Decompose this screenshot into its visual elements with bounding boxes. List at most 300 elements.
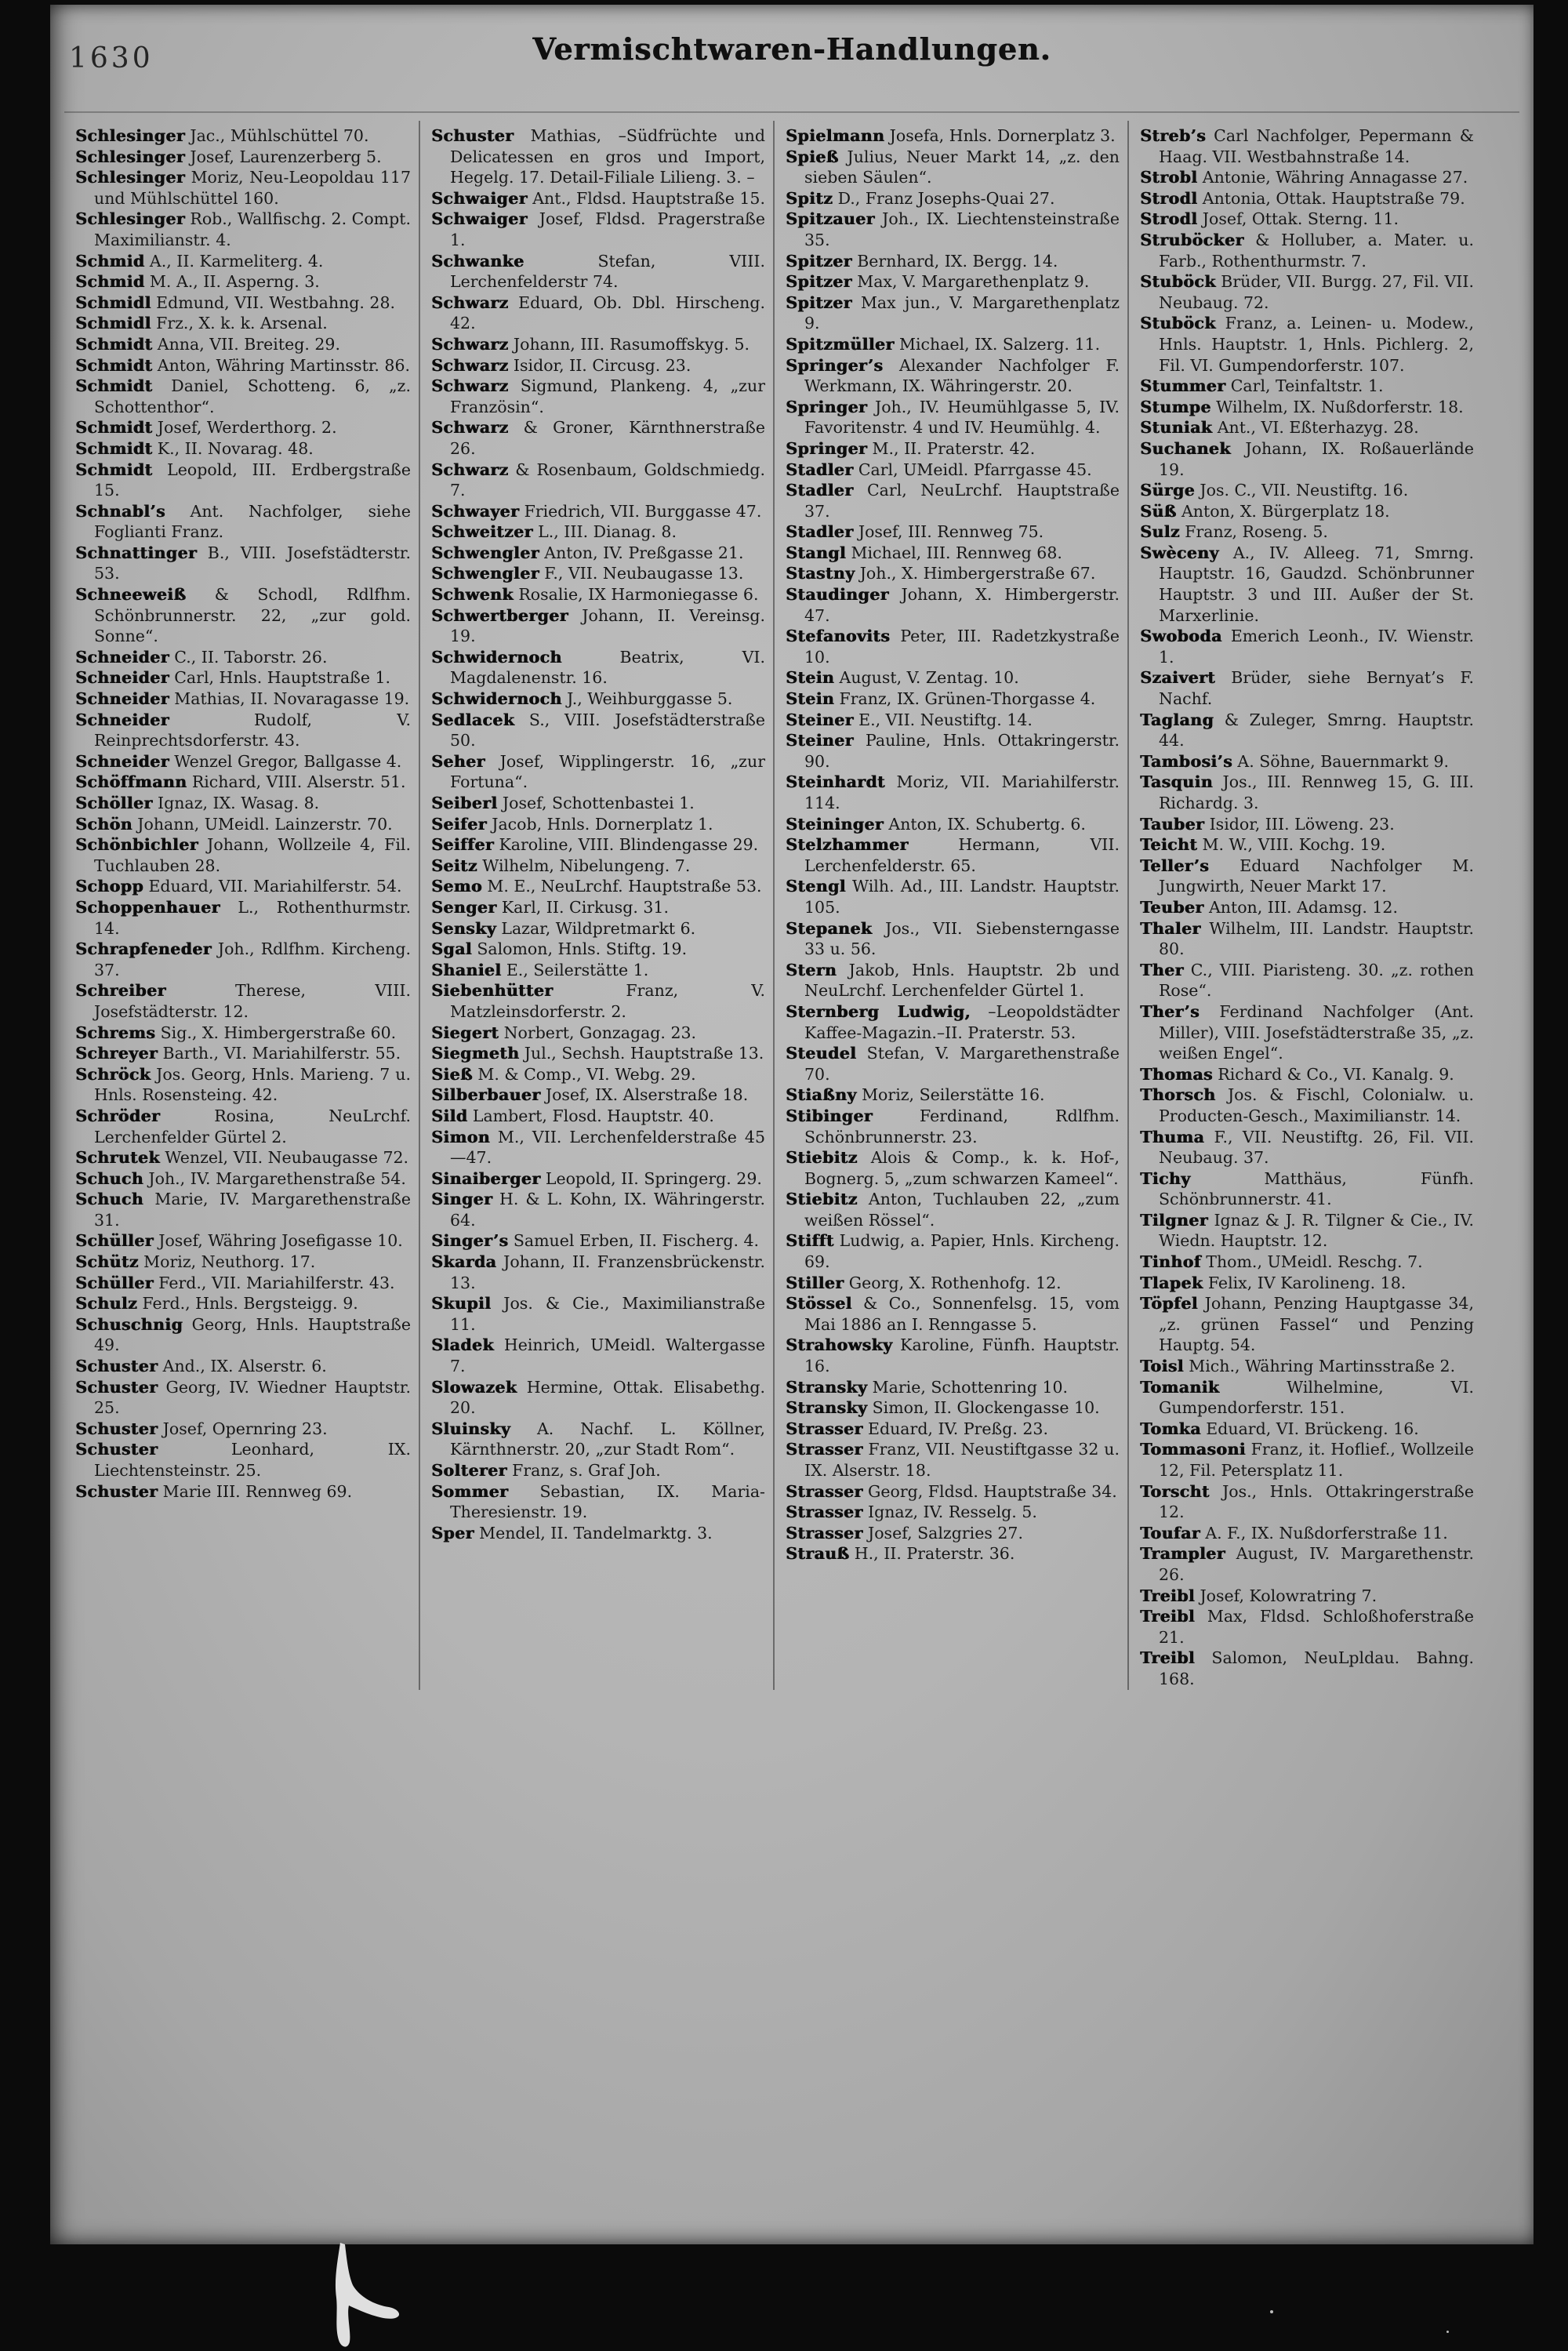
entry-surname: Schnabl’s (75, 501, 165, 521)
directory-entry: Schwarz & Rosenbaum, Goldschmiedg. 7. (431, 460, 765, 500)
entry-surname: Schwidernoch (431, 647, 562, 667)
entry-surname: Tilgner (1140, 1210, 1208, 1230)
directory-entry: Schröck Jos. Georg, Hnls. Marieng. 7 u. Hnls. Rosensteing. 42. (75, 1064, 411, 1105)
directory-entry: Stadler Josef, III. Rennweg 75. (786, 522, 1044, 542)
page-header (50, 5, 1534, 107)
directory-entry: Spitzmüller Michael, IX. Salzerg. 11. (786, 334, 1101, 354)
directory-entry: Trampler August, IV. Margarethenstr. 26. (1140, 1544, 1474, 1584)
entry-surname: Tlapek (1140, 1273, 1203, 1292)
directory-entry: Stiller Georg, X. Rothenhofg. 12. (786, 1273, 1062, 1292)
entry-surname: Spitzauer (786, 209, 875, 229)
directory-column-1 (64, 121, 419, 1690)
directory-entry: Schwarz Isidor, II. Circusg. 23. (431, 355, 691, 375)
directory-entry: Schreyer Barth., VI. Mariahilferstr. 55. (75, 1044, 401, 1063)
entry-surname: Semo (431, 877, 482, 896)
directory-entry: Strodl Josef, Ottak. Sterng. 11. (1140, 209, 1399, 229)
entry-surname: Ther’s (1140, 1001, 1200, 1021)
entry-surname: Tichy (1140, 1168, 1191, 1188)
directory-entry: Schwayer Friedrich, VII. Burggasse 47. (431, 501, 762, 521)
directory-entry: Seiffer Karoline, VIII. Blindengasse 29. (431, 835, 759, 855)
entry-surname: Schwayer (431, 501, 520, 521)
entry-surname: Strodl (1140, 188, 1198, 208)
entry-surname: Ther (1140, 960, 1184, 979)
entry-surname: Tinhof (1140, 1252, 1201, 1272)
directory-entry: Schwaiger Ant., Fldsd. Hauptstraße 15. (431, 188, 765, 208)
directory-entry: Treibl Josef, Kolowratring 7. (1140, 1586, 1377, 1605)
entry-surname: Sieß (431, 1064, 473, 1084)
directory-entry: Stifft Ludwig, a. Papier, Hnls. Kircheng. 69. (786, 1231, 1120, 1272)
directory-entry: Schneeweiß & Schodl, Rdlfhm. Schönbrunnerstr. 22, „zur gold. Sonne“. (75, 585, 411, 646)
entry-surname: Treibl (1140, 1648, 1195, 1668)
directory-entry: Thorsch Jos. & Fischl, Colonialw. u. Producten-Gesch., Maximilianstr. 14. (1140, 1085, 1474, 1125)
directory-entry: Schneider Carl, Hnls. Hauptstraße 1. (75, 668, 391, 688)
directory-entry: Strasser Georg, Fldsd. Hauptstraße 34. (786, 1481, 1117, 1501)
directory-entry: Strodl Antonia, Ottak. Hauptstraße 79. (1140, 188, 1465, 208)
entry-surname: Steiner (786, 731, 854, 750)
entry-surname: Tambosi’s (1140, 751, 1232, 771)
entry-surname: Torscht (1140, 1481, 1210, 1501)
page-title: Vermischtwaren-Handlungen. (532, 31, 1051, 67)
directory-entry: Strauß H., II. Praterstr. 36. (786, 1544, 1015, 1564)
entry-surname: Schneider (75, 647, 169, 667)
entry-surname: Schulz (75, 1294, 137, 1314)
directory-entry: Sternberg Ludwig, –Leopoldstädter Kaffee-Magazin.–II. Praterstr. 53. (786, 1001, 1120, 1042)
header-rule (64, 111, 1519, 113)
entry-surname: Schmid (75, 272, 145, 292)
entry-surname: Toufar (1140, 1523, 1200, 1543)
directory-entry: Stuböck Brüder, VII. Burgg. 27, Fil. VII. Neubaug. 72. (1140, 272, 1474, 312)
entry-surname: Stiebitz (786, 1190, 858, 1209)
directory-entry: Schlesinger Rob., Wallfischg. 2. Compt. Maximilianstr. 4. (75, 209, 411, 249)
directory-entry: Sgal Salomon, Hnls. Stiftg. 19. (431, 939, 688, 959)
entry-surname: Schwarz (431, 334, 509, 354)
directory-entry: Schuch Joh., IV. Margarethenstraße 54. (75, 1168, 406, 1188)
entry-surname: Schuch (75, 1190, 143, 1209)
entry-surname: Stiebitz (786, 1148, 858, 1168)
entry-surname: Stastny (786, 564, 855, 583)
entry-surname: Spitzer (786, 251, 852, 271)
directory-entry: Strasser Josef, Salzgries 27. (786, 1523, 1023, 1543)
entry-surname: Strobl (1140, 168, 1198, 187)
directory-entry: Stumpe Wilhelm, IX. Nußdorferstr. 18. (1140, 397, 1464, 416)
entry-surname: Senger (431, 897, 497, 917)
directory-entry: Tommasoni Franz, it. Hoflief., Wollzeile 12, Fil. Petersplatz 11. (1140, 1440, 1474, 1480)
entry-surname: Schrutek (75, 1148, 160, 1168)
directory-entry: Schmidt Anna, VII. Breiteg. 29. (75, 334, 340, 354)
entry-surname: Solterer (431, 1461, 507, 1480)
entry-surname: Teuber (1140, 897, 1204, 917)
entry-surname: Schuschnig (75, 1314, 183, 1334)
directory-entry: Schuster Georg, IV. Wiedner Hauptstr. 25. (75, 1377, 411, 1418)
entry-surname: Schwaiger (431, 188, 528, 208)
directory-entry: Sedlacek S., VIII. Josefstädterstraße 50. (431, 710, 765, 750)
directory-entry: Tambosi’s A. Söhne, Bauernmarkt 9. (1140, 751, 1450, 771)
entry-surname: Schlesinger (75, 126, 185, 145)
directory-entry: Schüller Ferd., VII. Mariahilferstr. 43. (75, 1273, 395, 1292)
entry-surname: Schneider (75, 751, 169, 771)
entry-surname: Singer’s (431, 1231, 509, 1251)
directory-entry: Schüller Josef, Währing Josefigasse 10. (75, 1231, 403, 1251)
directory-column-3 (773, 121, 1127, 1690)
directory-entry: Spieß Julius, Neuer Markt 14, „z. den sieben Säulen“. (786, 147, 1120, 187)
directory-entry: Strasser Ignaz, IV. Resselg. 5. (786, 1503, 1037, 1522)
entry-surname: Tomka (1140, 1419, 1201, 1438)
entry-surname: Sommer (431, 1481, 509, 1501)
directory-entry: Schoppenhauer L., Rothenthurmstr. 14. (75, 897, 411, 938)
entry-surname: Schwenk (431, 585, 514, 605)
directory-entry: Schöller Ignaz, IX. Wasag. 8. (75, 794, 320, 812)
entry-surname: Springer’s (786, 355, 884, 375)
page-number: 1630 (69, 42, 154, 74)
directory-entry: Schwanke Stefan, VIII. Lerchenfelderstr 74. (431, 251, 765, 292)
entry-surname: Schlesinger (75, 168, 185, 187)
entry-surname: Schöller (75, 794, 153, 812)
entry-surname: Spieß (786, 147, 839, 166)
directory-entry: Treibl Max, Fldsd. Schloßhoferstraße 21. (1140, 1607, 1474, 1647)
entry-surname: Sladek (431, 1335, 494, 1355)
entry-surname: Struböcker (1140, 230, 1244, 249)
directory-entry: Sper Mendel, II. Tandelmarktg. 3. (431, 1523, 713, 1543)
directory-entry: Spitz D., Franz Josephs-Quai 27. (786, 188, 1055, 208)
directory-entry: Stiebitz Anton, Tuchlauben 22, „zum weißen Rössel“. (786, 1190, 1120, 1230)
entry-surname: Siebenhütter (431, 981, 554, 1001)
entry-surname: Schreyer (75, 1044, 158, 1063)
entry-surname: Sgal (431, 939, 472, 959)
entry-surname: Strahowsky (786, 1335, 893, 1355)
directory-entry: Schreiber Therese, VIII. Josefstädterstr. 12. (75, 981, 411, 1021)
directory-entry: Sulz Franz, Roseng. 5. (1140, 522, 1328, 542)
entry-surname: Töpfel (1140, 1294, 1198, 1314)
entry-surname: Sedlacek (431, 710, 515, 729)
entry-surname: Spitzmüller (786, 334, 895, 354)
directory-entry: Swèceny A., IV. Alleeg. 71, Smrng. Hauptstr. 16, Gaudzd. Schönbrunner Hauptstr. 3 und III. Außer der St. Marxerlinie. (1140, 543, 1474, 625)
directory-entry: Teuber Anton, III. Adamsg. 12. (1140, 897, 1398, 917)
entry-surname: Stengl (786, 877, 846, 896)
entry-surname: Schmidt (75, 376, 153, 396)
entry-surname: Stein (786, 689, 835, 709)
directory-entry: Schlesinger Moriz, Neu-Leopoldau 117 und Mühlschüttel 160. (75, 168, 411, 208)
directory-entry: Spitzer Max, V. Margarethenplatz 9. (786, 272, 1090, 292)
directory-entry: Torscht Jos., Hnls. Ottakringerstraße 12. (1140, 1481, 1474, 1522)
directory-entry: Seitz Wilhelm, Nibelungeng. 7. (431, 856, 691, 875)
entry-surname: Siegmeth (431, 1044, 520, 1063)
entry-surname: Stefanovits (786, 627, 891, 646)
entry-surname: Strasser (786, 1523, 863, 1543)
entry-surname: Stuböck (1140, 272, 1216, 292)
directory-entry: Stransky Marie, Schottenring 10. (786, 1377, 1069, 1397)
entry-surname: Spielmann (786, 126, 885, 145)
entry-surname: Siegert (431, 1023, 499, 1042)
entry-surname: Schrems (75, 1023, 156, 1042)
directory-entry: Spitzauer Joh., IX. Liechtensteinstraße 35. (786, 209, 1120, 249)
directory-entry: Steiner Pauline, Hnls. Ottakringerstr. 90. (786, 731, 1120, 771)
directory-entry: Seifer Jacob, Hnls. Dornerplatz 1. (431, 814, 713, 834)
directory-entry: Stelzhammer Hermann, VII. Lerchenfelderstr. 65. (786, 835, 1120, 875)
directory-entry: Schneider C., II. Taborstr. 26. (75, 647, 328, 667)
directory-entry: Singer’s Samuel Erben, II. Fischerg. 4. (431, 1231, 760, 1251)
entry-surname: Schwengler (431, 564, 539, 583)
entry-surname: Stangl (786, 543, 846, 562)
directory-entry: Seher Josef, Wipplingerstr. 16, „zur Fortuna“. (431, 751, 765, 792)
directory-entry: Szaivert Brüder, siehe Bernyat’s F. Nachf. (1140, 668, 1474, 709)
directory-entry: Spitzer Bernhard, IX. Bergg. 14. (786, 251, 1058, 271)
entry-surname: Schoppenhauer (75, 897, 220, 917)
dust-speck (1446, 2331, 1449, 2333)
directory-entry: Springer Joh., IV. Heumühlgasse 5, IV. Favoritenstr. 4 und IV. Heumühlg. 4. (786, 397, 1120, 438)
directory-entry: Schmidl Edmund, VII. Westbahng. 28. (75, 293, 396, 312)
directory-entry: Struböcker & Holluber, a. Mater. u. Farb., Rothenthurmstr. 7. (1140, 230, 1474, 271)
entry-surname: Schwarz (431, 376, 509, 396)
directory-entry: Toufar A. F., IX. Nußdorferstraße 11. (1140, 1523, 1448, 1543)
directory-entry: Schuster Mathias, –Südfrüchte und Delicatessen en gros und Import, Hegelg. 17. Detail-Filiale Lilieng. 3. – (431, 126, 765, 187)
directory-entry: Thomas Richard & Co., VI. Kanalg. 9. (1140, 1064, 1454, 1084)
directory-entry: Stiebitz Alois & Comp., k. k. Hof-, Bognerg. 5, „zum schwarzen Kameel“. (786, 1148, 1120, 1188)
entry-surname: Seifer (431, 814, 487, 834)
directory-entry: Siegert Norbert, Gonzagag. 23. (431, 1023, 697, 1042)
entry-surname: Sulz (1140, 522, 1180, 542)
entry-surname: Schneider (75, 668, 169, 688)
directory-entry: Tomka Eduard, VI. Brückeng. 16. (1140, 1419, 1419, 1438)
entry-surname: Schuster (75, 1440, 158, 1459)
directory-entry: Schmidt Anton, Währing Martinsstr. 86. (75, 355, 411, 375)
directory-entry: Stengl Wilh. Ad., III. Landstr. Hauptstr. 105. (786, 877, 1120, 917)
directory-entry: Siegmeth Jul., Sechsh. Hauptstraße 13. (431, 1044, 764, 1063)
directory-entry: Schwarz Johann, III. Rasumoffskyg. 5. (431, 334, 750, 354)
directory-entry: Schwengler Anton, IV. Preßgasse 21. (431, 543, 744, 562)
directory-entry: Schrems Sig., X. Himbergerstraße 60. (75, 1023, 397, 1042)
directory-entry: Schrutek Wenzel, VII. Neubaugasse 72. (75, 1148, 409, 1168)
directory-entry: Singer H. & L. Kohn, IX. Währingerstr. 64. (431, 1190, 765, 1230)
directory-entry: Stadler Carl, UMeidl. Pfarrgasse 45. (786, 460, 1092, 479)
entry-surname: Stiller (786, 1273, 844, 1292)
entry-surname: Skupil (431, 1294, 492, 1314)
directory-entry: Tlapek Felix, IV Karolineng. 18. (1140, 1273, 1406, 1292)
entry-surname: Tasquin (1140, 772, 1213, 792)
entry-surname: Schwarz (431, 293, 509, 312)
directory-entry: Sluinsky A. Nachf. L. Köllner, Kärnthnerstr. 20, „zur Stadt Rom“. (431, 1419, 765, 1459)
entry-surname: Spitz (786, 188, 833, 208)
directory-column-4 (1127, 121, 1482, 1690)
entry-surname: Stelzhammer (786, 835, 909, 855)
directory-entry: Schwertberger Johann, II. Vereinsg. 19. (431, 605, 765, 646)
entry-surname: Süß (1140, 501, 1177, 521)
directory-entry: Schmidt Josef, Werderthorg. 2. (75, 418, 337, 438)
directory-entry: Ther’s Ferdinand Nachfolger (Ant. Miller), VIII. Josefstädterstraße 35, „z. weißen Engel“. (1140, 1001, 1474, 1063)
entry-surname: Schönbichler (75, 835, 198, 855)
directory-entry: Semo M. E., NeuLrchf. Hauptstraße 53. (431, 877, 762, 896)
entry-surname: Stein (786, 668, 835, 688)
directory-entry: Schuster Marie III. Rennweg 69. (75, 1481, 353, 1501)
directory-entry: Skupil Jos. & Cie., Maximilianstraße 11. (431, 1294, 765, 1334)
entry-surname: Schuch (75, 1168, 143, 1188)
directory-entry: Seiberl Josef, Schottenbastei 1. (431, 794, 695, 812)
entry-surname: Schuster (75, 1481, 158, 1501)
entry-surname: Thorsch (1140, 1085, 1216, 1105)
entry-surname: Stiaßny (786, 1085, 857, 1105)
entry-surname: Schwengler (431, 543, 539, 562)
directory-entry: Siebenhütter Franz, V. Matzleinsdorferstr. 2. (431, 981, 765, 1021)
entry-surname: Schmidt (75, 418, 153, 438)
directory-entry: Tasquin Jos., III. Rennweg 15, G. III. Richardg. 3. (1140, 772, 1474, 812)
entry-surname: Schöffmann (75, 772, 187, 792)
directory-entry: Schlesinger Jac., Mühlschüttel 70. (75, 126, 369, 145)
directory-entry: Tomanik Wilhelmine, VI. Gumpendorferstr. 151. (1140, 1377, 1474, 1418)
entry-surname: Shaniel (431, 960, 502, 979)
directory-entry: Springer’s Alexander Nachfolger F. Werkmann, IX. Währingerstr. 20. (786, 355, 1120, 396)
directory-entry: Sinaiberger Leopold, II. Springerg. 29. (431, 1168, 762, 1188)
directory-column-2 (419, 121, 773, 1690)
directory-entry: Schuschnig Georg, Hnls. Hauptstraße 49. (75, 1314, 411, 1355)
directory-entry: Stein August, V. Zentag. 10. (786, 668, 1019, 688)
directory-entry: Steiner E., VII. Neustiftg. 14. (786, 710, 1033, 729)
entry-surname: Stibinger (786, 1106, 873, 1125)
directory-entry: Strasser Eduard, IV. Preßg. 23. (786, 1419, 1048, 1438)
entry-surname: Schüller (75, 1231, 154, 1251)
directory-entry: Schwengler F., VII. Neubaugasse 13. (431, 564, 744, 583)
entry-surname: Trampler (1140, 1544, 1225, 1564)
directory-entry: Schönbichler Johann, Wollzeile 4, Fil. Tuchlauben 28. (75, 835, 411, 875)
directory-entry: Sommer Sebastian, IX. Maria-Theresienstr. 19. (431, 1481, 765, 1522)
entry-surname: Schmidt (75, 355, 153, 375)
directory-entry: Solterer Franz, s. Graf Joh. (431, 1461, 661, 1480)
directory-entry: Strahowsky Karoline, Fünfh. Hauptstr. 16. (786, 1335, 1120, 1376)
directory-entry: Stastny Joh., X. Himbergerstraße 67. (786, 564, 1096, 583)
entry-surname: Toisl (1140, 1357, 1184, 1376)
directory-entry: Schwarz Sigmund, Plankeng. 4, „zur Französin“. (431, 376, 765, 416)
entry-surname: Schwarz (431, 418, 509, 438)
entry-surname: Schlesinger (75, 209, 185, 229)
entry-surname: Sinaiberger (431, 1168, 541, 1188)
directory-entry: Stangl Michael, III. Rennweg 68. (786, 543, 1062, 562)
entry-surname: Schweitzer (431, 522, 533, 542)
entry-surname: Schuster (75, 1357, 158, 1376)
entry-surname: Seiberl (431, 794, 498, 812)
entry-surname: Slowazek (431, 1377, 517, 1397)
directory-entry: Schwidernoch J., Weihburggasse 5. (431, 689, 733, 709)
entry-surname: Sürge (1140, 481, 1195, 500)
entry-surname: Streb’s (1140, 126, 1206, 145)
entry-surname: Stuniak (1140, 418, 1213, 438)
entry-surname: Stifft (786, 1231, 834, 1251)
entry-surname: Seher (431, 751, 485, 771)
entry-surname: Tomanik (1140, 1377, 1220, 1397)
directory-entry: Suchanek Johann, IX. Roßauerlände 19. (1140, 438, 1474, 479)
directory-entry: Tinhof Thom., UMeidl. Reschg. 7. (1140, 1252, 1423, 1272)
entry-surname: Strasser (786, 1481, 863, 1501)
entry-surname: Schneeweiß (75, 585, 187, 605)
directory-entry: Tichy Matthäus, Fünfh. Schönbrunnerstr. 41. (1140, 1168, 1474, 1209)
entry-surname: Schwaiger (431, 209, 528, 229)
entry-surname: Stadler (786, 460, 854, 479)
directory-entry: Stiaßny Moriz, Seilerstätte 16. (786, 1085, 1045, 1105)
entry-surname: Schuster (75, 1377, 158, 1397)
entry-surname: Swoboda (1140, 627, 1222, 646)
directory-entry: Schwaiger Josef, Fldsd. Pragerstraße 1. (431, 209, 765, 249)
entry-surname: Schnattinger (75, 543, 197, 562)
directory-columns (50, 121, 1534, 1690)
entry-surname: Schön (75, 814, 132, 834)
directory-entry: Thuma F., VII. Neustiftg. 26, Fil. VII. Neubaug. 37. (1140, 1127, 1474, 1168)
directory-entry: Schwenk Rosalie, IX Harmoniegasse 6. (431, 585, 759, 605)
entry-surname: Thaler (1140, 918, 1201, 938)
entry-surname: Staudinger (786, 585, 889, 605)
directory-entry: Tauber Isidor, III. Löweng. 23. (1140, 814, 1395, 834)
directory-entry: Strobl Antonie, Währing Annagasse 27. (1140, 168, 1468, 187)
directory-entry: Schwarz Eduard, Ob. Dbl. Hirscheng. 42. (431, 293, 765, 333)
directory-entry: Schwidernoch Beatrix, VI. Magdalenenstr. 16. (431, 647, 765, 688)
directory-entry: Streb’s Carl Nachfolger, Pepermann & Haag. VII. Westbahnstraße 14. (1140, 126, 1474, 166)
directory-entry: Stern Jakob, Hnls. Hauptstr. 2b und NeuLrchf. Lerchenfelder Gürtel 1. (786, 960, 1120, 1001)
entry-surname: Stummer (1140, 376, 1226, 396)
directory-entry: Schneider Rudolf, V. Reinprechtsdorferstr. 43. (75, 710, 411, 750)
directory-entry: Steudel Stefan, V. Margarethenstraße 70. (786, 1044, 1120, 1084)
directory-entry: Schmidt Leopold, III. Erdbergstraße 15. (75, 460, 411, 500)
directory-entry: Teller’s Eduard Nachfolger M. Jungwirth, Neuer Markt 17. (1140, 856, 1474, 896)
directory-entry: Schmidl Frz., X. k. k. Arsenal. (75, 314, 328, 333)
directory-entry: Springer M., II. Praterstr. 42. (786, 438, 1036, 458)
entry-surname: Schmidt (75, 460, 153, 479)
entry-surname: Strasser (786, 1503, 863, 1522)
directory-entry: Schrapfeneder Joh., Rdlfhm. Kircheng. 37. (75, 939, 411, 979)
directory-entry: Schopp Eduard, VII. Mariahilferstr. 54. (75, 877, 402, 896)
entry-surname: Schwarz (431, 460, 509, 479)
entry-surname: Schmidl (75, 293, 151, 312)
entry-surname: Sluinsky (431, 1419, 511, 1438)
book-page (50, 5, 1534, 2244)
directory-entry: Stuböck Franz, a. Leinen- u. Modew., Hnls. Hauptstr. 1, Hnls. Pichlerg. 2, Fil. VI. Gumpendorferstr. 107. (1140, 314, 1474, 375)
entry-surname: Schwarz (431, 355, 509, 375)
entry-surname: Schuster (75, 1419, 158, 1438)
entry-surname: Silberbauer (431, 1085, 541, 1105)
directory-entry: Schnattinger B., VIII. Josefstädterstr. 53. (75, 543, 411, 583)
entry-surname: Seitz (431, 856, 477, 875)
directory-entry: Stepanek Jos., VII. Siebensterngasse 33 u. 56. (786, 918, 1120, 959)
entry-surname: Teller’s (1140, 856, 1209, 875)
entry-surname: Swèceny (1140, 543, 1219, 562)
entry-surname: Schmidl (75, 314, 151, 333)
directory-entry: Toisl Mich., Währing Martinsstraße 2. (1140, 1357, 1456, 1376)
entry-surname: Schlesinger (75, 147, 185, 166)
directory-entry: Spitzer Max jun., V. Margarethenplatz 9. (786, 293, 1120, 333)
entry-surname: Treibl (1140, 1607, 1195, 1626)
entry-surname: Schuster (431, 126, 514, 145)
entry-surname: Schmidt (75, 334, 153, 354)
directory-entry: Schulz Ferd., Hnls. Bergsteigg. 9. (75, 1294, 358, 1314)
directory-entry: Schneider Wenzel Gregor, Ballgasse 4. (75, 751, 402, 771)
directory-entry: Schön Johann, UMeidl. Lainzerstr. 70. (75, 814, 393, 834)
directory-entry: Sieß M. & Comp., VI. Webg. 29. (431, 1064, 696, 1084)
entry-surname: Schreiber (75, 981, 166, 1001)
directory-entry: Schweitzer L., III. Dianag. 8. (431, 522, 677, 542)
directory-entry: Ther C., VIII. Piaristeng. 30. „z. rothen Rose“. (1140, 960, 1474, 1001)
directory-entry: Steininger Anton, IX. Schubertg. 6. (786, 814, 1086, 834)
entry-surname: Strasser (786, 1440, 863, 1459)
directory-entry: Sladek Heinrich, UMeidl. Waltergasse 7. (431, 1335, 765, 1376)
directory-entry: Simon M., VII. Lerchenfelderstraße 45—47. (431, 1127, 765, 1168)
directory-entry: Stibinger Ferdinand, Rdlfhm. Schönbrunnerstr. 23. (786, 1106, 1120, 1146)
entry-surname: Tauber (1140, 814, 1205, 834)
entry-surname: Schwanke (431, 251, 524, 271)
entry-surname: Schmid (75, 251, 145, 271)
entry-surname: Stransky (786, 1398, 868, 1418)
directory-entry: Strasser Franz, VII. Neustiftgasse 32 u. IX. Alserstr. 18. (786, 1440, 1120, 1480)
entry-surname: Schwidernoch (431, 689, 562, 709)
directory-entry: Schnabl’s Ant. Nachfolger, siehe Foglianti Franz. (75, 501, 411, 542)
entry-surname: Sensky (431, 918, 496, 938)
directory-entry: Stadler Carl, NeuLrchf. Hauptstraße 37. (786, 481, 1120, 521)
directory-entry: Sild Lambert, Flosd. Hauptstr. 40. (431, 1106, 714, 1125)
directory-entry: Stummer Carl, Teinfaltstr. 1. (1140, 376, 1384, 396)
